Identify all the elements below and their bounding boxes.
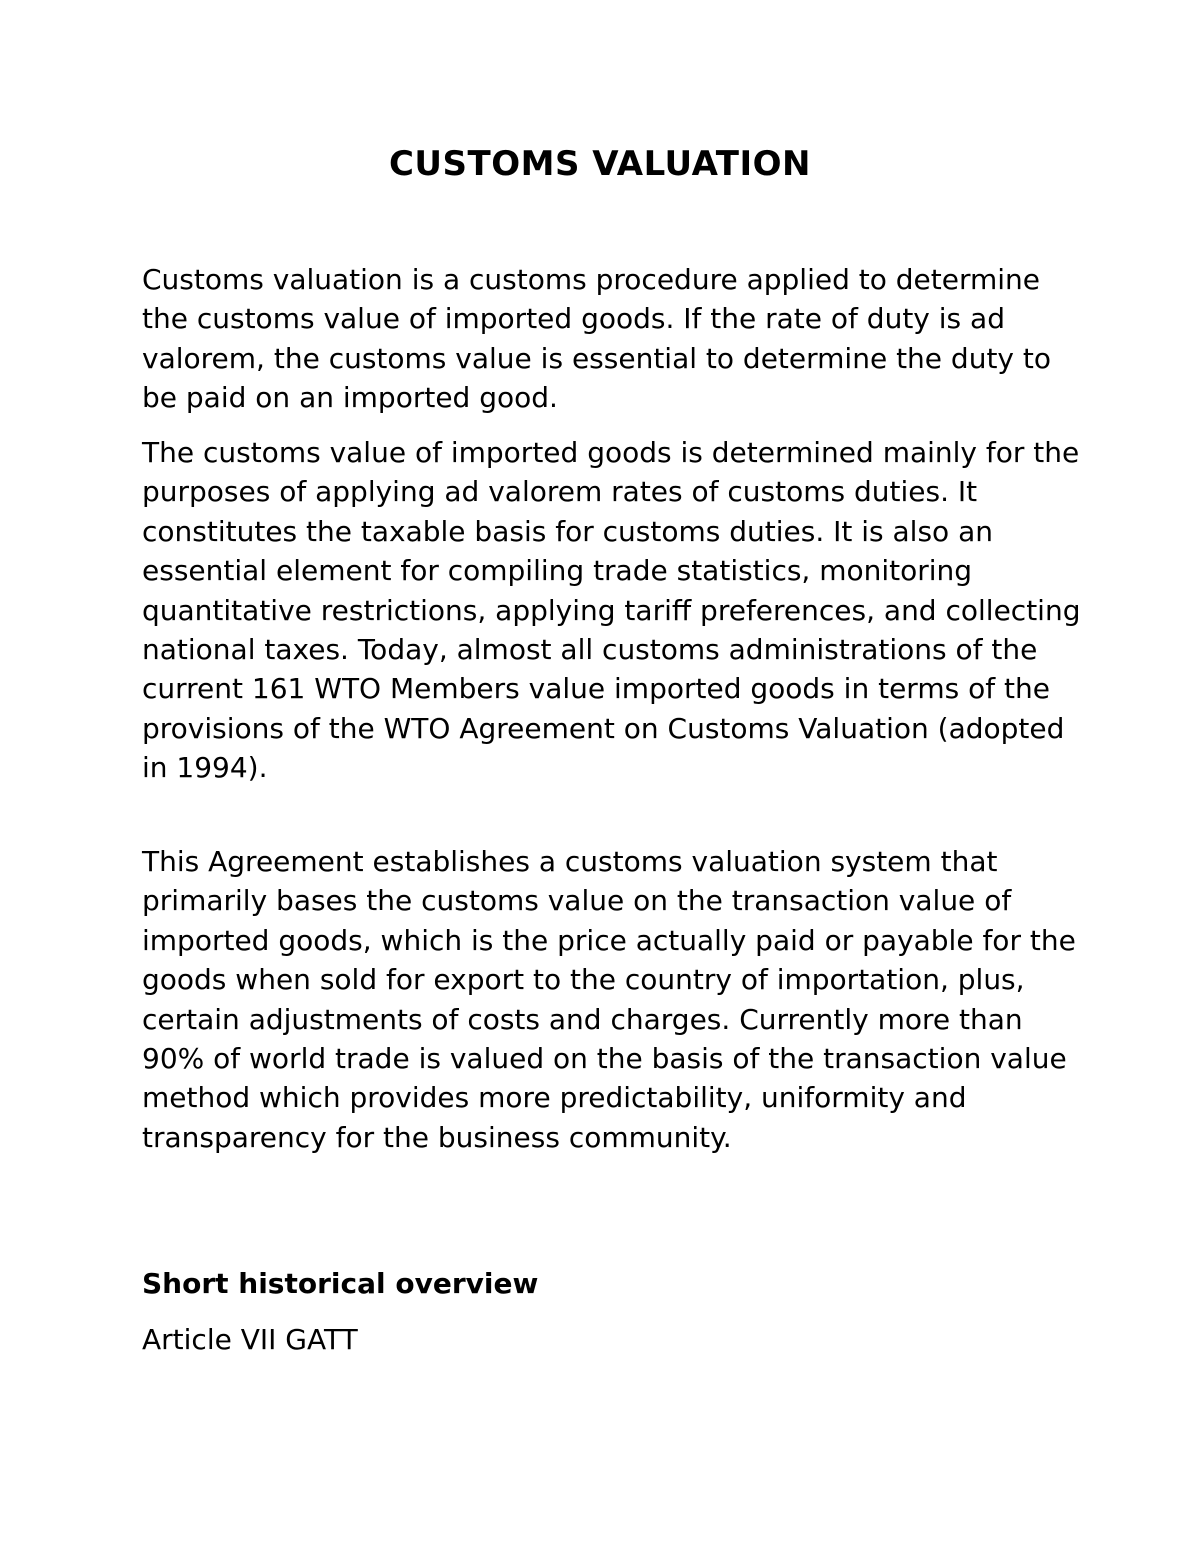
page-title: CUSTOMS VALUATION — [388, 144, 811, 184]
paragraph-purpose: The customs value of imported goods is determined mainly for the purposes of applying ad valorem rates of customs duties. It constitutes the taxable basis for customs duties. It is also an essential element for compiling trade statistics, monitoring quantitative restrictions, applying tariff preferences, and collecting national taxes. Today, almost all customs administrations of the current 161 WTO Members value imported goods in terms of the provisions of the WTO Agreement on Customs Valuation (adopted in 1994). — [142, 436, 1081, 785]
subsection-heading: Article VII GATT — [142, 1323, 358, 1356]
paragraph-intro: Customs valuation is a customs procedure applied to determine the customs value of imported goods. If the rate of duty is ad valorem, the customs value is essential to determine the duty to be paid on an imported good. — [142, 263, 1052, 415]
section-heading: Short historical overview — [142, 1267, 539, 1300]
paragraph-agreement: This Agreement establishes a customs valuation system that primarily bases the customs value on the transaction value of imported goods, which is the price actually paid or payable for the goods when sold for export to the country of importation, plus, certain adjustments of costs and charges. Currently more than 90% of world trade is valued on the basis of the transaction value method which provides more predictability, uniformity and transparency for the business community. — [142, 845, 1076, 1154]
